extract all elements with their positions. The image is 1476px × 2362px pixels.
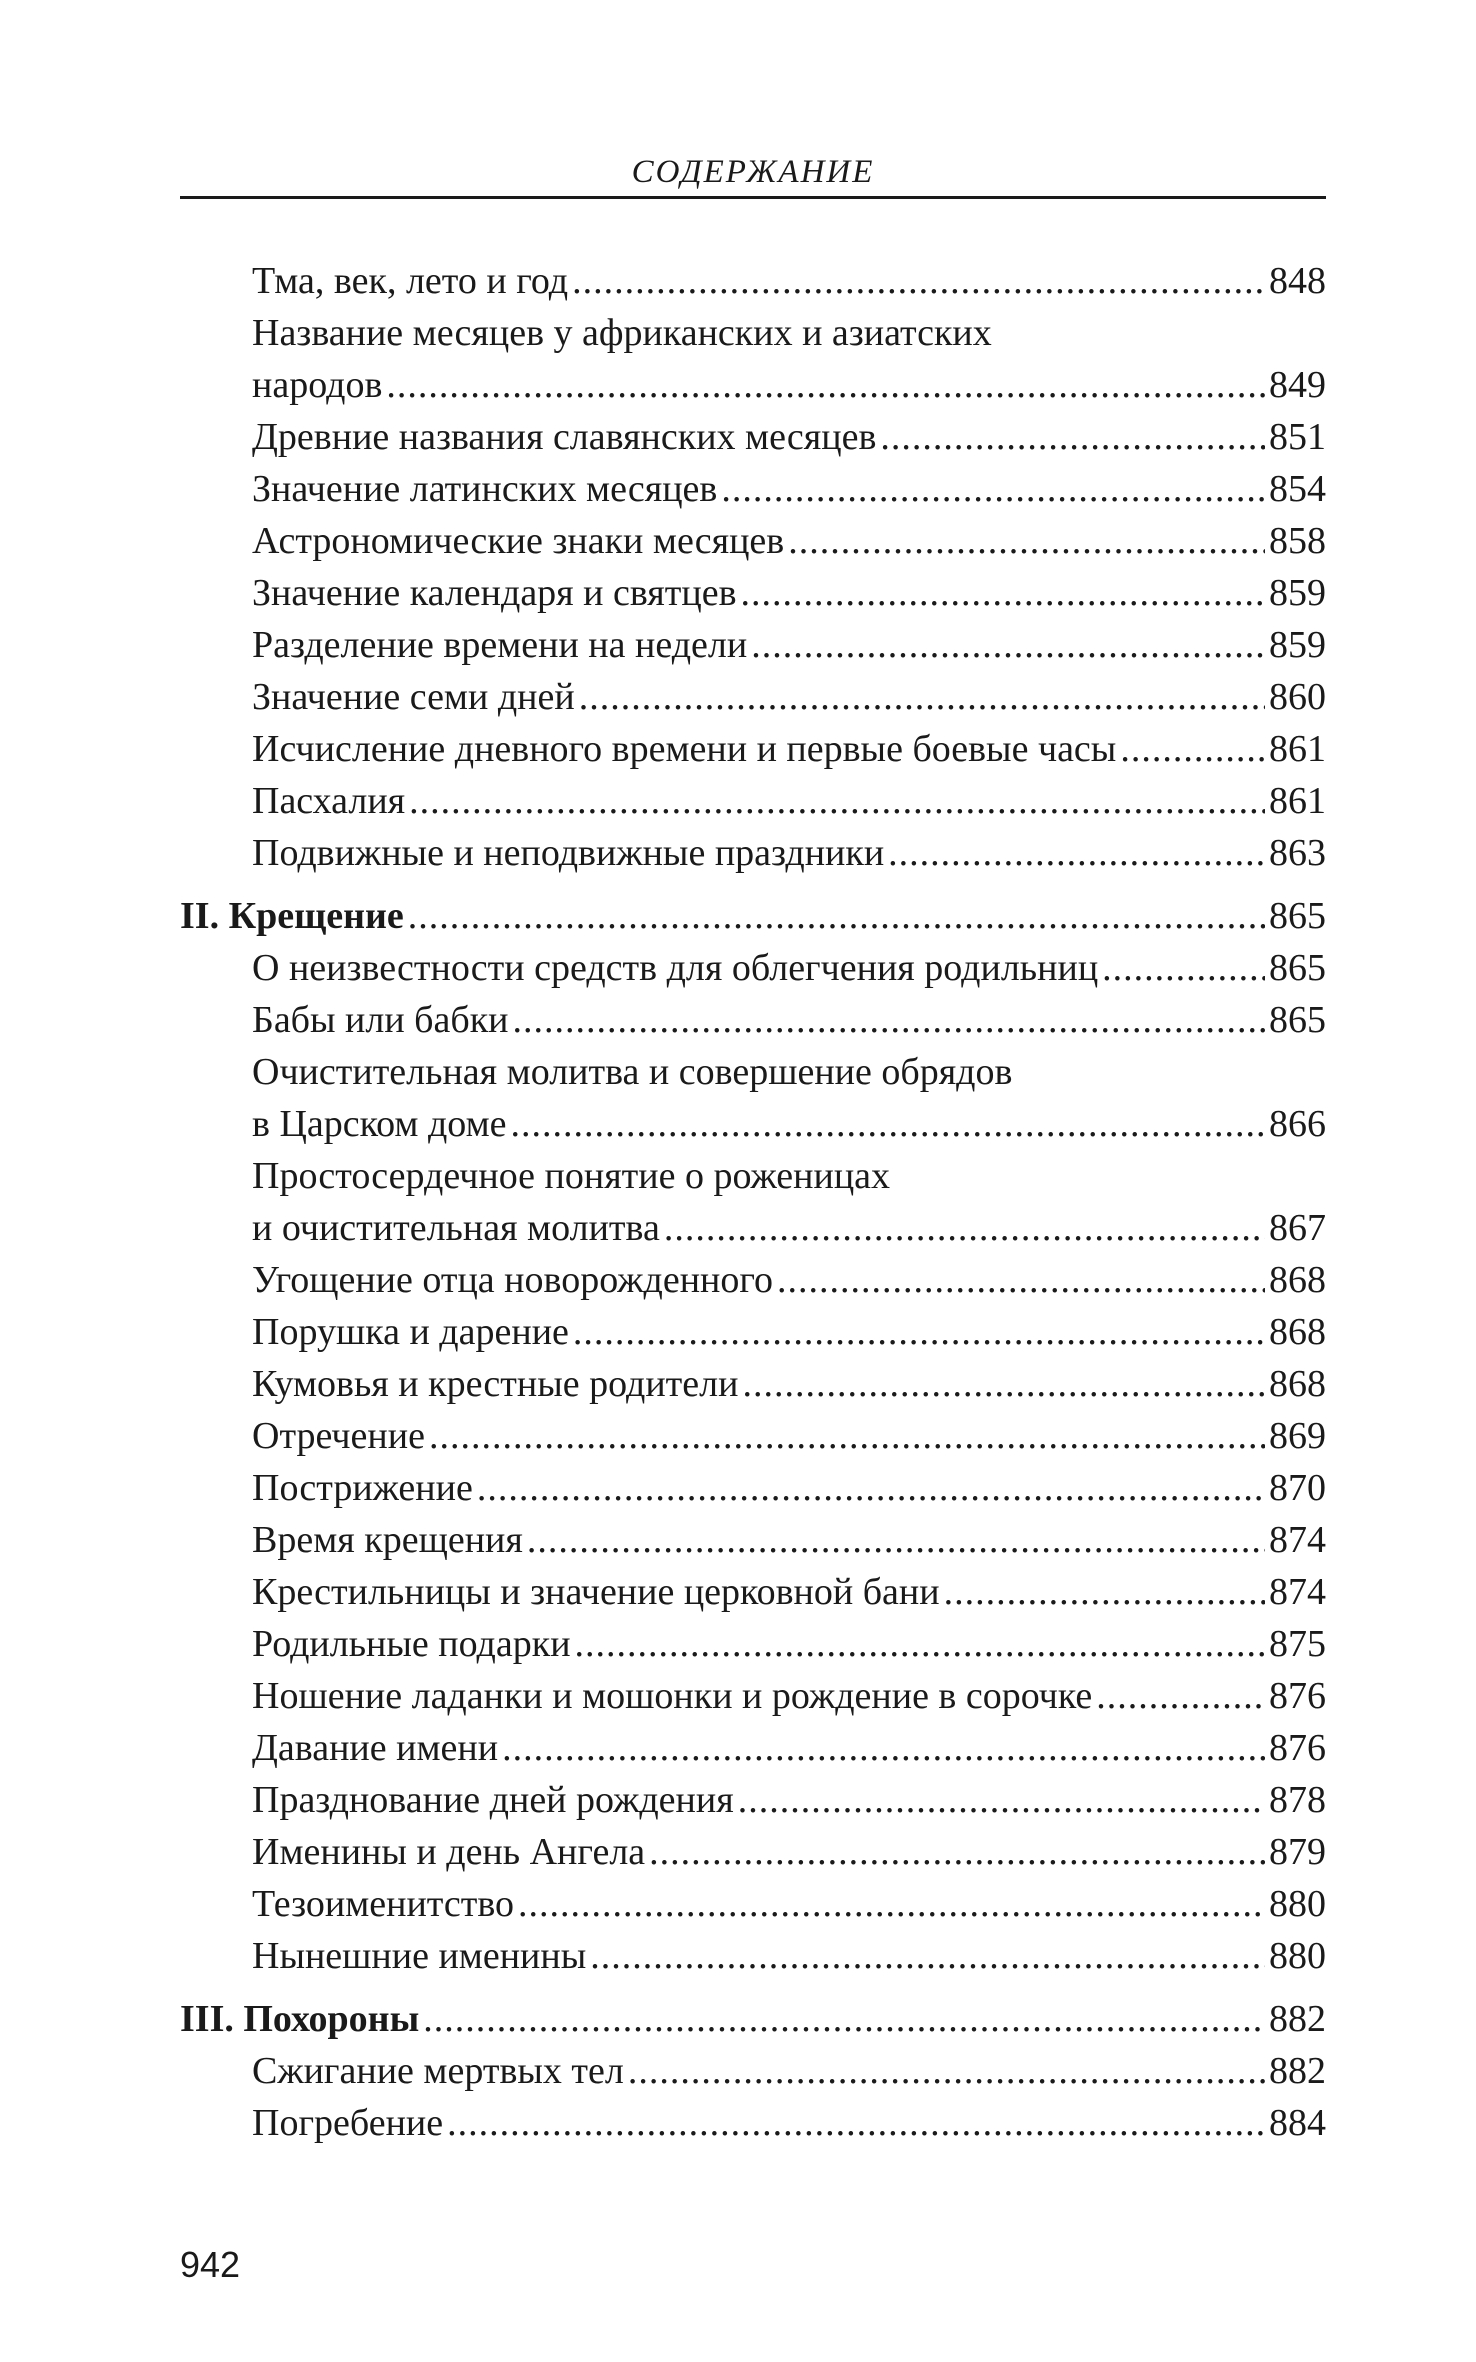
toc-entry[interactable] [180, 411, 1326, 463]
toc-entry[interactable] [180, 942, 1326, 994]
toc-entry[interactable] [180, 1514, 1326, 1566]
toc-entry-title: Значение семи дней [252, 676, 575, 718]
toc-entry[interactable] [180, 463, 1326, 515]
toc-entry-page: 874 [1269, 1571, 1326, 1613]
toc-entry[interactable] [180, 1098, 1326, 1150]
leader-dots [880, 411, 1265, 463]
leader-dots [579, 671, 1265, 723]
toc-entry-page: 878 [1269, 1779, 1326, 1821]
toc-entry-first-line[interactable] [180, 1046, 1326, 1098]
toc-entry[interactable] [180, 1306, 1326, 1358]
toc-entry-title: Кумовья и крестные родители [252, 1363, 739, 1405]
toc-entry-page: 868 [1269, 1259, 1326, 1301]
leader-dots [788, 515, 1265, 567]
toc-entry-title-line1: Название месяцев у африканских и азиатских [252, 312, 992, 354]
leader-dots [1120, 723, 1265, 775]
leader-dots [573, 1306, 1265, 1358]
leader-dots [477, 1462, 1265, 1514]
leader-dots [408, 890, 1265, 942]
toc-entry[interactable] [180, 1722, 1326, 1774]
toc-entry[interactable] [180, 775, 1326, 827]
toc-entry-title: Значение латинских месяцев [252, 468, 718, 510]
toc-entry-title: Отречение [252, 1415, 425, 1457]
leader-dots [518, 1878, 1265, 1930]
toc-entry-page: 863 [1269, 832, 1326, 874]
toc-entry-page: 869 [1269, 1415, 1326, 1457]
toc-entry-page: 865 [1269, 947, 1326, 989]
toc-entry[interactable] [180, 827, 1326, 879]
toc-entry[interactable] [180, 1930, 1326, 1982]
toc-entry-page: 868 [1269, 1311, 1326, 1353]
toc-entry-title: Бабы или бабки [252, 999, 509, 1041]
toc-entry-title: О неизвестности средств для облегчения родильниц [252, 947, 1099, 989]
leader-dots [590, 1930, 1265, 1982]
leader-dots [742, 1358, 1265, 1410]
toc-entry-title: Именины и день Ангела [252, 1831, 646, 1873]
leader-dots [575, 1618, 1265, 1670]
section-title: Похороны [243, 1998, 420, 2040]
section-number: II. [180, 895, 220, 937]
toc-entry[interactable] [180, 359, 1326, 411]
leader-dots [738, 1774, 1265, 1826]
toc-entry-title: Тезоименитство [252, 1883, 515, 1925]
toc-entry-page: 880 [1269, 1883, 1326, 1925]
toc-entry-title: Нынешние именины [252, 1935, 587, 1977]
toc-entry-title-line1: Простосердечное понятие о роженицах [252, 1155, 891, 1197]
leader-dots [741, 567, 1265, 619]
toc-entry-page: 858 [1269, 520, 1326, 562]
toc-entry-title: Ношение ладанки и мошонки и рождение в сорочке [252, 1675, 1093, 1717]
leader-dots [386, 359, 1265, 411]
toc-entry[interactable] [180, 1878, 1326, 1930]
toc-entry-title: Пасхалия [252, 780, 406, 822]
toc-entry-title: Пострижение [252, 1467, 473, 1509]
leader-dots [777, 1254, 1265, 1306]
toc-entry-title: Астрономические знаки месяцев [252, 520, 785, 562]
toc-entry-title: Родильные подарки [252, 1623, 571, 1665]
leader-dots [423, 1993, 1265, 2045]
toc-entry[interactable] [180, 1410, 1326, 1462]
leader-dots [721, 463, 1265, 515]
toc-entry-page: 870 [1269, 1467, 1326, 1509]
toc-entry[interactable] [180, 619, 1326, 671]
toc-entry[interactable] [180, 2097, 1326, 2149]
leader-dots [1102, 942, 1265, 994]
toc-entry-title: Празднование дней рождения [252, 1779, 734, 1821]
toc-entry-title: Древние названия славянских месяцев [252, 416, 877, 458]
toc-entry-page: 861 [1269, 780, 1326, 822]
toc-entry-page: 876 [1269, 1727, 1326, 1769]
toc-entry-title: Давание имени [252, 1727, 499, 1769]
toc-entry-page: 868 [1269, 1363, 1326, 1405]
toc-entry-title: Крестильницы и значение церковной бани [252, 1571, 940, 1613]
leader-dots [628, 2045, 1265, 2097]
toc-entry[interactable] [180, 723, 1326, 775]
table-of-contents [180, 255, 1326, 2149]
toc-entry[interactable] [180, 1618, 1326, 1670]
toc-entry-title: в Царском доме [252, 1103, 507, 1145]
toc-entry-title: Сжигание мертвых тел [252, 2050, 624, 2092]
toc-entry-page: 867 [1269, 1207, 1326, 1249]
toc-entry-page: 866 [1269, 1103, 1326, 1145]
toc-entry[interactable] [180, 1202, 1326, 1254]
leader-dots [944, 1566, 1265, 1618]
toc-entry-title-line1: Очистительная молитва и совершение обрядов [252, 1051, 1013, 1093]
toc-entry[interactable] [180, 255, 1326, 307]
toc-entry[interactable] [180, 1254, 1326, 1306]
section-number: III. [180, 1998, 234, 2040]
section-page: 882 [1269, 1998, 1326, 2040]
section-title: Крещение [228, 895, 404, 937]
toc-section-funerals[interactable] [180, 1993, 1326, 2045]
toc-entry-title: Порушка и дарение [252, 1311, 569, 1353]
toc-entry-page: 865 [1269, 999, 1326, 1041]
toc-entry-page: 851 [1269, 416, 1326, 458]
running-head: СОДЕРЖАНИЕ [631, 154, 875, 190]
toc-entry-title: Время крещения [252, 1519, 523, 1561]
toc-entry-title: Подвижные и неподвижные праздники [252, 832, 885, 874]
leader-dots [751, 619, 1265, 671]
toc-entry-page: 861 [1269, 728, 1326, 770]
leader-dots [511, 1098, 1266, 1150]
toc-entry[interactable] [180, 1826, 1326, 1878]
toc-entry[interactable] [180, 567, 1326, 619]
toc-entry-page: 884 [1269, 2102, 1326, 2144]
section-page: 865 [1269, 895, 1326, 937]
toc-entry[interactable] [180, 2045, 1326, 2097]
toc-entry-page: 880 [1269, 1935, 1326, 1977]
toc-entry-title: народов [252, 364, 383, 406]
leader-dots [572, 255, 1265, 307]
toc-entry-page: 882 [1269, 2050, 1326, 2092]
leader-dots [447, 2097, 1265, 2149]
toc-entry-page: 874 [1269, 1519, 1326, 1561]
toc-entry-page: 859 [1269, 624, 1326, 666]
toc-entry-page: 848 [1269, 260, 1326, 302]
leader-dots [513, 994, 1265, 1046]
toc-entry-title: и очистительная молитва [252, 1207, 660, 1249]
toc-entry-first-line[interactable] [180, 307, 1326, 359]
header-rule [180, 196, 1326, 199]
leader-dots [527, 1514, 1265, 1566]
leader-dots [888, 827, 1265, 879]
toc-section-baptism[interactable] [180, 890, 1326, 942]
toc-entry-first-line[interactable] [180, 1150, 1326, 1202]
toc-entry[interactable] [180, 1462, 1326, 1514]
leader-dots [664, 1202, 1265, 1254]
leader-dots [429, 1410, 1265, 1462]
toc-entry-title: Тма, век, лето и год [252, 260, 569, 302]
toc-entry[interactable] [180, 1774, 1326, 1826]
toc-entry-title: Разделение времени на недели [252, 624, 748, 666]
toc-entry-title: Значение календаря и святцев [252, 572, 737, 614]
toc-entry-page: 879 [1269, 1831, 1326, 1873]
toc-entry-page: 876 [1269, 1675, 1326, 1717]
toc-entry[interactable] [180, 1670, 1326, 1722]
toc-entry[interactable] [180, 1358, 1326, 1410]
leader-dots [1096, 1670, 1265, 1722]
toc-entry-title: Угощение отца новорожденного [252, 1259, 774, 1301]
toc-entry-page: 860 [1269, 676, 1326, 718]
toc-entry-page: 859 [1269, 572, 1326, 614]
toc-entry-page: 875 [1269, 1623, 1326, 1665]
toc-entry-title: Погребение [252, 2102, 444, 2144]
leader-dots [409, 775, 1265, 827]
toc-entry[interactable] [180, 994, 1326, 1046]
leader-dots [649, 1826, 1265, 1878]
toc-entry[interactable] [180, 515, 1326, 567]
page-number: 942 [180, 2244, 241, 2285]
toc-entry-page: 854 [1269, 468, 1326, 510]
toc-entry[interactable] [180, 671, 1326, 723]
toc-entry[interactable] [180, 1566, 1326, 1618]
leader-dots [502, 1722, 1265, 1774]
toc-entry-page: 849 [1269, 364, 1326, 406]
toc-entry-title: Исчисление дневного времени и первые боевые часы [252, 728, 1117, 770]
